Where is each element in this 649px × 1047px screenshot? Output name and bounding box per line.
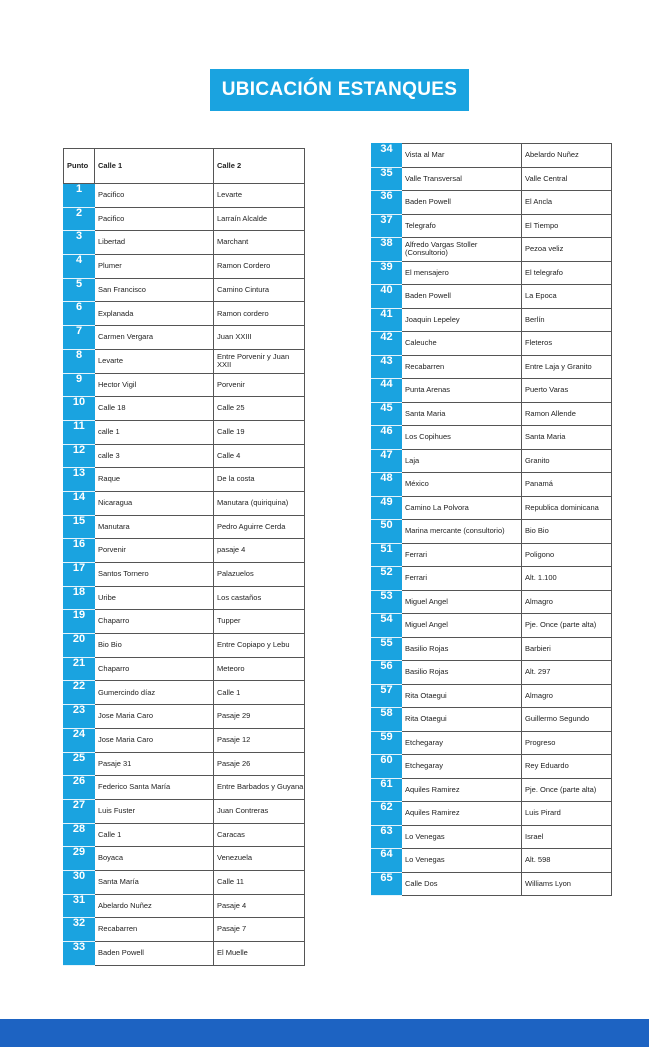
- point-number: 13: [64, 468, 95, 492]
- point-number: 65: [372, 872, 402, 896]
- point-number: 51: [372, 543, 402, 567]
- calle-2-cell: El Ancla: [522, 191, 612, 215]
- point-number: 59: [372, 731, 402, 755]
- table-row: [64, 847, 305, 871]
- point-number: 49: [372, 496, 402, 520]
- calle-1-cell: Laja: [402, 449, 522, 473]
- calle-1-cell: calle 1: [95, 420, 214, 444]
- calle-1-cell: Bio Bio: [95, 634, 214, 658]
- point-number: 55: [372, 637, 402, 661]
- right-table: [371, 143, 612, 896]
- calle-1-cell: Levarte: [95, 349, 214, 373]
- table-row: [64, 539, 305, 563]
- table-row: [372, 520, 612, 544]
- calle-2-cell: Pasaje 4: [214, 894, 305, 918]
- table-row: [372, 238, 612, 262]
- calle-2-cell: Fleteros: [522, 332, 612, 356]
- table-row: [372, 731, 612, 755]
- table-row: [372, 778, 612, 802]
- calle-1-cell: Abelardo Nuñez: [95, 894, 214, 918]
- calle-1-cell: Jose Maria Caro: [95, 705, 214, 729]
- calle-2-cell: Pasaje 7: [214, 918, 305, 942]
- calle-1-cell: Gumercindo díaz: [95, 681, 214, 705]
- calle-2-cell: Camino Cintura: [214, 278, 305, 302]
- table-header-row: [64, 149, 305, 184]
- calle-2-cell: Abelardo Nuñez: [522, 144, 612, 168]
- point-number: 12: [64, 444, 95, 468]
- calle-1-cell: Plumer: [95, 255, 214, 279]
- table-row: [64, 752, 305, 776]
- calle-2-cell: Los castaños: [214, 586, 305, 610]
- point-number: 41: [372, 308, 402, 332]
- calle-1-cell: Etchegaray: [402, 755, 522, 779]
- table-row: [372, 214, 612, 238]
- calle-1-cell: Pasaje 31: [95, 752, 214, 776]
- calle-2-cell: Caracas: [214, 823, 305, 847]
- point-number: 26: [64, 776, 95, 800]
- calle-2-cell: Alt. 1.100: [522, 567, 612, 591]
- point-number: 1: [64, 184, 95, 208]
- calle-2-cell: Pezoa veliz: [522, 238, 612, 262]
- point-number: 8: [64, 349, 95, 373]
- calle-1-cell: Manutara: [95, 515, 214, 539]
- point-number: 29: [64, 847, 95, 871]
- table-row: [372, 355, 612, 379]
- point-number: 58: [372, 708, 402, 732]
- calle-2-cell: Pasaje 26: [214, 752, 305, 776]
- calle-2-cell: Almagro: [522, 684, 612, 708]
- point-number: 61: [372, 778, 402, 802]
- point-number: 3: [64, 231, 95, 255]
- table-row: [64, 468, 305, 492]
- point-number: 6: [64, 302, 95, 326]
- table-row: [64, 705, 305, 729]
- table-row: [372, 802, 612, 826]
- table-row: [372, 449, 612, 473]
- table-row: [64, 894, 305, 918]
- table-row: [64, 870, 305, 894]
- calle-2-cell: Calle 11: [214, 870, 305, 894]
- calle-2-cell: Rey Eduardo: [522, 755, 612, 779]
- point-number: 20: [64, 634, 95, 658]
- table-row: [372, 684, 612, 708]
- point-number: 33: [64, 942, 95, 966]
- table-row: [372, 191, 612, 215]
- calle-1-cell: Miguel Angel: [402, 590, 522, 614]
- table-row: [64, 231, 305, 255]
- point-number: 53: [372, 590, 402, 614]
- calle-1-cell: Luis Fuster: [95, 799, 214, 823]
- calle-1-cell: Chaparro: [95, 657, 214, 681]
- calle-2-cell: Santa Maria: [522, 426, 612, 450]
- table-row: [64, 255, 305, 279]
- calle-2-cell: Republica dominicana: [522, 496, 612, 520]
- table-row: [64, 373, 305, 397]
- calle-1-cell: Santa Maria: [402, 402, 522, 426]
- point-number: 24: [64, 728, 95, 752]
- point-number: 17: [64, 563, 95, 587]
- calle-2-cell: Tupper: [214, 610, 305, 634]
- calle-1-cell: Carmen Vergara: [95, 326, 214, 350]
- table-row: [64, 302, 305, 326]
- point-number: 25: [64, 752, 95, 776]
- table-row: [64, 207, 305, 231]
- table-row: [372, 849, 612, 873]
- calle-2-cell: Luis Pirard: [522, 802, 612, 826]
- calle-2-cell: Entre Porvenir y Juan XXII: [214, 349, 305, 373]
- calle-2-cell: Palazuelos: [214, 563, 305, 587]
- table-row: [372, 261, 612, 285]
- table-row: [372, 167, 612, 191]
- calle-2-cell: Calle 25: [214, 397, 305, 421]
- calle-1-cell: Lo Venegas: [402, 825, 522, 849]
- table-row: [64, 681, 305, 705]
- point-number: 63: [372, 825, 402, 849]
- point-number: 36: [372, 191, 402, 215]
- table-row: [64, 728, 305, 752]
- table-row: [372, 473, 612, 497]
- calle-1-cell: Lo Venegas: [402, 849, 522, 873]
- calle-1-cell: Telegrafo: [402, 214, 522, 238]
- table-row: [64, 918, 305, 942]
- calle-1-cell: Uribe: [95, 586, 214, 610]
- point-number: 45: [372, 402, 402, 426]
- point-number: 54: [372, 614, 402, 638]
- calle-2-cell: Calle 19: [214, 420, 305, 444]
- calle-1-cell: Etchegaray: [402, 731, 522, 755]
- table-row: [64, 326, 305, 350]
- calle-2-cell: Manutara (quiriquina): [214, 491, 305, 515]
- table-row: [372, 872, 612, 896]
- calle-1-cell: Alfredo Vargas Stoller (Consultorio): [402, 238, 522, 262]
- calle-2-cell: Almagro: [522, 590, 612, 614]
- calle-2-cell: Poligono: [522, 543, 612, 567]
- table-row: [64, 397, 305, 421]
- calle-1-cell: calle 3: [95, 444, 214, 468]
- table-row: [372, 402, 612, 426]
- calle-1-cell: El mensajero: [402, 261, 522, 285]
- table-row: [64, 942, 305, 966]
- calle-1-cell: Libertad: [95, 231, 214, 255]
- calle-1-cell: Explanada: [95, 302, 214, 326]
- table-row: [64, 657, 305, 681]
- table-row: [372, 614, 612, 638]
- calle-1-cell: Vista al Mar: [402, 144, 522, 168]
- left-table: [63, 148, 305, 966]
- calle-2-cell: Barbieri: [522, 637, 612, 661]
- point-number: 47: [372, 449, 402, 473]
- calle-1-cell: Federico Santa María: [95, 776, 214, 800]
- calle-2-cell: Entre Barbados y Guyana: [214, 776, 305, 800]
- table-row: [64, 823, 305, 847]
- table-row: [372, 825, 612, 849]
- calle-1-cell: Baden Powell: [95, 942, 214, 966]
- calle-1-cell: Raque: [95, 468, 214, 492]
- point-number: 18: [64, 586, 95, 610]
- calle-2-cell: Pedro Aguirre Cerda: [214, 515, 305, 539]
- calle-1-cell: Baden Powell: [402, 191, 522, 215]
- point-number: 32: [64, 918, 95, 942]
- point-number: 2: [64, 207, 95, 231]
- calle-2-cell: Juan Contreras: [214, 799, 305, 823]
- table-row: [64, 799, 305, 823]
- calle-2-cell: Marchant: [214, 231, 305, 255]
- point-number: 43: [372, 355, 402, 379]
- page-title-text: UBICACIÓN ESTANQUES: [221, 79, 458, 100]
- calle-2-cell: Panamá: [522, 473, 612, 497]
- point-number: 22: [64, 681, 95, 705]
- table-row: [372, 708, 612, 732]
- point-number: 34: [372, 144, 402, 168]
- table-row: [372, 379, 612, 403]
- calle-2-cell: Venezuela: [214, 847, 305, 871]
- point-number: 56: [372, 661, 402, 685]
- calle-2-cell: Valle Central: [522, 167, 612, 191]
- table-row: [64, 420, 305, 444]
- calle-2-cell: Pje. Once (parte alta): [522, 778, 612, 802]
- page-title: [210, 69, 469, 111]
- point-number: 64: [372, 849, 402, 873]
- calle-1-cell: Nicaragua: [95, 491, 214, 515]
- calle-1-cell: Marina mercante (consultorio): [402, 520, 522, 544]
- calle-2-cell: Ramon cordero: [214, 302, 305, 326]
- calle-1-cell: Pacifico: [95, 184, 214, 208]
- calle-1-cell: Recabarren: [402, 355, 522, 379]
- table-row: [64, 515, 305, 539]
- calle-1-cell: Ferrari: [402, 543, 522, 567]
- calle-1-cell: Santos Tornero: [95, 563, 214, 587]
- table-row: [372, 285, 612, 309]
- footer-bar: [0, 1019, 649, 1047]
- calle-1-cell: Calle 1: [95, 823, 214, 847]
- calle-2-cell: Levarte: [214, 184, 305, 208]
- calle-1-cell: Basilio Rojas: [402, 637, 522, 661]
- table-row: [64, 634, 305, 658]
- point-number: 4: [64, 255, 95, 279]
- calle-1-cell: Santa María: [95, 870, 214, 894]
- point-number: 42: [372, 332, 402, 356]
- calle-2-cell: Pasaje 29: [214, 705, 305, 729]
- table-row: [64, 563, 305, 587]
- point-number: 31: [64, 894, 95, 918]
- calle-1-cell: Hector Vigil: [95, 373, 214, 397]
- table-row: [372, 567, 612, 591]
- calle-2-cell: Alt. 598: [522, 849, 612, 873]
- calle-2-cell: Ramon Allende: [522, 402, 612, 426]
- table-row: [64, 610, 305, 634]
- calle-1-cell: Aquiles Ramirez: [402, 802, 522, 826]
- calle-1-cell: Rita Otaegui: [402, 684, 522, 708]
- table-row: [64, 776, 305, 800]
- table-row: [64, 349, 305, 373]
- point-number: 7: [64, 326, 95, 350]
- table-row: [64, 184, 305, 208]
- calle-2-cell: Pasaje 12: [214, 728, 305, 752]
- calle-1-cell: Valle Transversal: [402, 167, 522, 191]
- point-number: 60: [372, 755, 402, 779]
- calle-2-cell: Bio Bio: [522, 520, 612, 544]
- point-number: 23: [64, 705, 95, 729]
- table-row: [64, 586, 305, 610]
- point-number: 57: [372, 684, 402, 708]
- point-number: 46: [372, 426, 402, 450]
- point-number: 5: [64, 278, 95, 302]
- calle-2-cell: Pje. Once (parte alta): [522, 614, 612, 638]
- calle-1-cell: Baden Powell: [402, 285, 522, 309]
- header-punto: Punto: [64, 149, 95, 184]
- calle-1-cell: Los Copihues: [402, 426, 522, 450]
- calle-1-cell: Aquiles Ramirez: [402, 778, 522, 802]
- calle-1-cell: Miguel Angel: [402, 614, 522, 638]
- table-row: [372, 543, 612, 567]
- calle-1-cell: Recabarren: [95, 918, 214, 942]
- calle-1-cell: Joaquin Lepeley: [402, 308, 522, 332]
- point-number: 14: [64, 491, 95, 515]
- calle-2-cell: Entre Copiapo y Lebu: [214, 634, 305, 658]
- calle-1-cell: Rita Otaegui: [402, 708, 522, 732]
- point-number: 39: [372, 261, 402, 285]
- point-number: 9: [64, 373, 95, 397]
- calle-2-cell: Granito: [522, 449, 612, 473]
- calle-2-cell: El Tiempo: [522, 214, 612, 238]
- calle-1-cell: México: [402, 473, 522, 497]
- table-row: [372, 637, 612, 661]
- calle-2-cell: Entre Laja y Granito: [522, 355, 612, 379]
- point-number: 48: [372, 473, 402, 497]
- calle-1-cell: Pacifico: [95, 207, 214, 231]
- calle-1-cell: Porvenir: [95, 539, 214, 563]
- calle-2-cell: Ramon Cordero: [214, 255, 305, 279]
- calle-2-cell: El telegrafo: [522, 261, 612, 285]
- table-row: [64, 444, 305, 468]
- calle-1-cell: San Francisco: [95, 278, 214, 302]
- calle-1-cell: Basilio Rojas: [402, 661, 522, 685]
- calle-1-cell: Punta Arenas: [402, 379, 522, 403]
- calle-2-cell: Porvenir: [214, 373, 305, 397]
- calle-1-cell: Calle Dos: [402, 872, 522, 896]
- table-row: [372, 308, 612, 332]
- table-row: [372, 332, 612, 356]
- point-number: 16: [64, 539, 95, 563]
- point-number: 35: [372, 167, 402, 191]
- header-calle-1: Calle 1: [95, 149, 214, 184]
- calle-2-cell: pasaje 4: [214, 539, 305, 563]
- calle-2-cell: Guillermo Segundo: [522, 708, 612, 732]
- table-row: [372, 661, 612, 685]
- calle-1-cell: Jose Maria Caro: [95, 728, 214, 752]
- calle-1-cell: Boyaca: [95, 847, 214, 871]
- calle-2-cell: Williams Lyon: [522, 872, 612, 896]
- calle-1-cell: Calle 18: [95, 397, 214, 421]
- calle-2-cell: Alt. 297: [522, 661, 612, 685]
- calle-2-cell: Calle 4: [214, 444, 305, 468]
- table-row: [372, 144, 612, 168]
- point-number: 40: [372, 285, 402, 309]
- point-number: 50: [372, 520, 402, 544]
- point-number: 11: [64, 420, 95, 444]
- point-number: 27: [64, 799, 95, 823]
- table-row: [372, 496, 612, 520]
- calle-2-cell: Meteoro: [214, 657, 305, 681]
- table-row: [372, 755, 612, 779]
- calle-2-cell: El Muelle: [214, 942, 305, 966]
- table-row: [372, 590, 612, 614]
- table-row: [64, 278, 305, 302]
- calle-1-cell: Ferrari: [402, 567, 522, 591]
- table-row: [372, 426, 612, 450]
- calle-2-cell: Puerto Varas: [522, 379, 612, 403]
- point-number: 28: [64, 823, 95, 847]
- point-number: 62: [372, 802, 402, 826]
- point-number: 52: [372, 567, 402, 591]
- calle-2-cell: Berlín: [522, 308, 612, 332]
- calle-1-cell: Chaparro: [95, 610, 214, 634]
- point-number: 21: [64, 657, 95, 681]
- point-number: 15: [64, 515, 95, 539]
- point-number: 38: [372, 238, 402, 262]
- table-row: [64, 491, 305, 515]
- point-number: 44: [372, 379, 402, 403]
- calle-2-cell: La Epoca: [522, 285, 612, 309]
- point-number: 10: [64, 397, 95, 421]
- calle-2-cell: Juan XXIII: [214, 326, 305, 350]
- calle-1-cell: Camino La Polvora: [402, 496, 522, 520]
- calle-2-cell: De la costa: [214, 468, 305, 492]
- calle-2-cell: Larraín Alcalde: [214, 207, 305, 231]
- point-number: 19: [64, 610, 95, 634]
- calle-1-cell: Caleuche: [402, 332, 522, 356]
- calle-2-cell: Calle 1: [214, 681, 305, 705]
- point-number: 37: [372, 214, 402, 238]
- header-calle-2: Calle 2: [214, 149, 305, 184]
- point-number: 30: [64, 870, 95, 894]
- calle-2-cell: Israel: [522, 825, 612, 849]
- calle-2-cell: Progreso: [522, 731, 612, 755]
